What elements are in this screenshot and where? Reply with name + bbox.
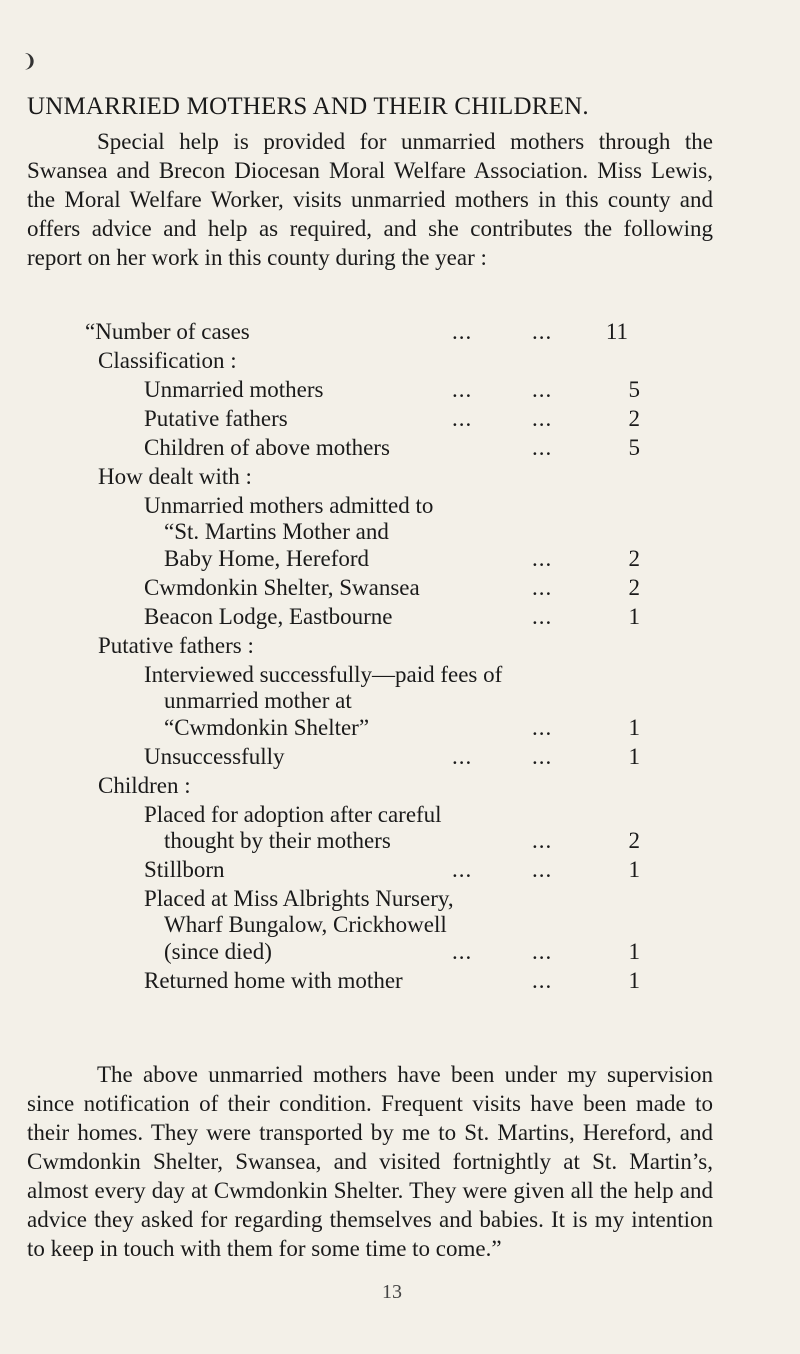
leader-dots: ... xyxy=(532,406,553,431)
stillborn-value: 1 xyxy=(628,857,640,882)
putative-fathers-value: 2 xyxy=(628,406,640,431)
beacon-lodge-value: 1 xyxy=(628,604,640,629)
nursery-line-3: (since died) xyxy=(164,939,272,964)
leader-dots: ... xyxy=(532,857,553,882)
leader-dots: ... xyxy=(532,744,553,769)
number-of-cases-label: “Number of cases xyxy=(85,319,250,344)
page-number: 13 xyxy=(382,1281,402,1303)
leader-dots: ... xyxy=(532,435,553,460)
leader-dots: ... xyxy=(532,575,553,600)
leader-dots: ... xyxy=(452,857,473,882)
admitted-value: 2 xyxy=(628,546,640,571)
unmarried-mothers-value: 5 xyxy=(628,377,640,402)
children-of-mothers-value: 5 xyxy=(628,435,640,460)
unmarried-mothers-label: Unmarried mothers xyxy=(144,377,324,402)
leader-dots: ... xyxy=(532,715,553,740)
cwmdonkin-shelter-value: 2 xyxy=(628,575,640,600)
admitted-line-3: Baby Home, Hereford xyxy=(164,546,370,571)
leader-dots: ... xyxy=(532,319,553,344)
admitted-line-1: Unmarried mothers admitted to xyxy=(144,493,434,518)
leader-dots: ... xyxy=(532,377,553,402)
closing-paragraph: The above unmarried mothers have been under my supervision since notification of their condition. Frequent visits have been made to their homes. They were transported by me to St. Martins, Hereford, and Cwmdonkin Shelter, Swansea, and visited fortnightly at St. Martin’s, almost every day at Cwmdonkin Shelter. They were given all the help and advice they asked for regarding themselves and babies. It is my intention to keep in touch with them for some time to come.” xyxy=(27,1062,713,1261)
returned-home-label: Returned home with mother xyxy=(144,968,403,993)
stillborn-label: Stillborn xyxy=(144,857,225,882)
interviewed-value: 1 xyxy=(628,715,640,740)
leader-dots: ... xyxy=(532,604,553,629)
cwmdonkin-shelter-label: Cwmdonkin Shelter, Swansea xyxy=(144,575,420,600)
leader-dots: ... xyxy=(452,377,473,402)
classification-label: Classification : xyxy=(98,348,237,373)
leader-dots: ... xyxy=(452,939,473,964)
adoption-line-2: thought by their mothers xyxy=(164,828,391,853)
interviewed-line-1: Interviewed successfully—paid fees of xyxy=(144,662,503,687)
children-of-mothers-label: Children of above mothers xyxy=(144,435,390,460)
leader-dots: ... xyxy=(532,968,553,993)
adoption-value: 2 xyxy=(628,828,640,853)
admitted-line-2: “St. Martins Mother and xyxy=(164,519,389,544)
leader-dots: ... xyxy=(452,744,473,769)
nursery-line-1: Placed at Miss Albrights Nursery, xyxy=(144,886,454,911)
leader-dots: ... xyxy=(532,939,553,964)
unsuccessfully-label: Unsuccessfully xyxy=(144,744,285,769)
interviewed-line-3: “Cwmdonkin Shelter” xyxy=(164,715,370,740)
children-heading: Children : xyxy=(98,773,191,798)
nursery-line-2: Wharf Bungalow, Crickhowell xyxy=(164,912,447,937)
page-heading: UNMARRIED MOTHERS AND THEIR CHILDREN. xyxy=(27,93,589,120)
interviewed-line-2: unmarried mother at xyxy=(164,688,352,713)
unsuccessfully-value: 1 xyxy=(628,744,640,769)
nursery-value: 1 xyxy=(628,939,640,964)
how-dealt-with-label: How dealt with : xyxy=(98,464,252,489)
putative-fathers-label: Putative fathers xyxy=(144,406,288,431)
corner-mark-icon: ❩ xyxy=(22,51,38,71)
leader-dots: ... xyxy=(452,406,473,431)
leader-dots: ... xyxy=(532,828,553,853)
beacon-lodge-label: Beacon Lodge, Eastbourne xyxy=(144,604,393,629)
putative-fathers-heading: Putative fathers : xyxy=(98,633,254,658)
adoption-line-1: Placed for adoption after careful xyxy=(144,802,442,827)
leader-dots: ... xyxy=(452,319,473,344)
number-of-cases-value: 11 xyxy=(605,319,628,344)
leader-dots: ... xyxy=(532,546,553,571)
returned-home-value: 1 xyxy=(628,968,640,993)
intro-paragraph: Special help is provided for unmarried mothers through the Swansea and Brecon Diocesan Moral Welfare Association. Miss Lewis, the Moral Welfare Worker, visits unmarried mothers in this county and offers advice and help as required, and she contributes the following report on her work in this county during the year : xyxy=(27,129,713,270)
